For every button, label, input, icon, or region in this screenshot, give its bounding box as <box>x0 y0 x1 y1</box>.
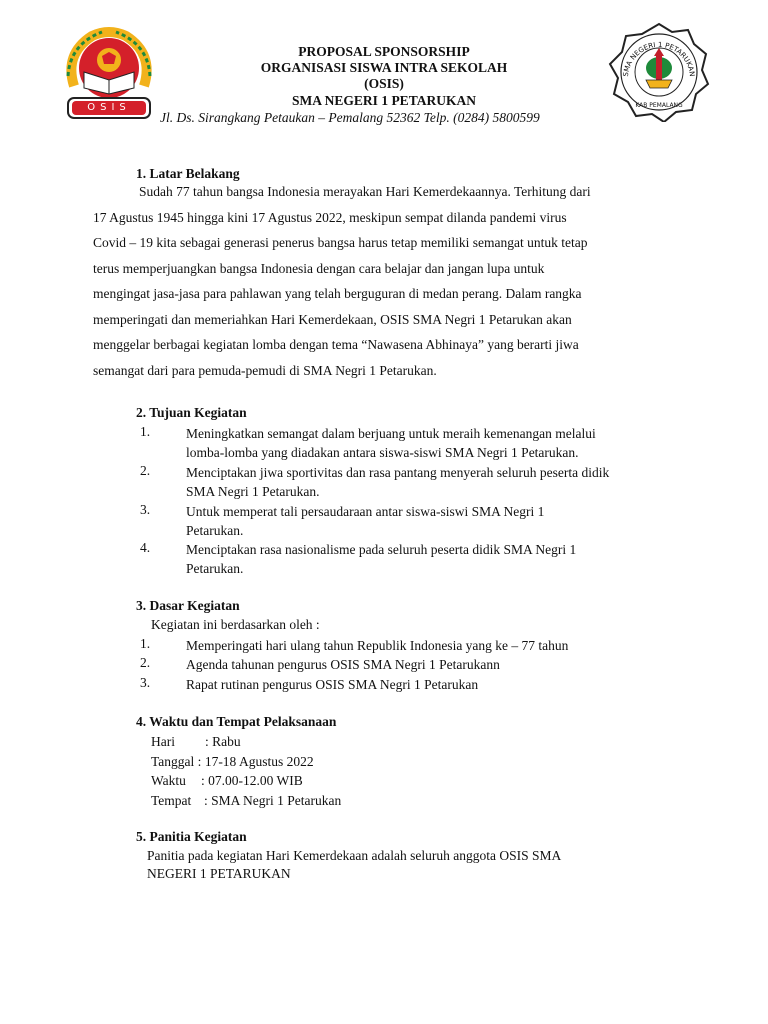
waktu-row-tempat: Tempat : SMA Negri 1 Petarukan <box>151 792 342 808</box>
waktu-row-waktu: Waktu : 07.00-12.00 WIB <box>151 773 303 788</box>
dasar-intro: Kegiatan ini berdasarkan oleh : <box>151 617 320 632</box>
header-address: Jl. Ds. Sirangkang Petaukan – Pemalang 52362 Telp. (0284) 5800599 <box>160 110 540 125</box>
header-org: ORGANISASI SISWA INTRA SEKOLAH <box>260 60 508 75</box>
paragraph-line: Sudah 77 tahun bangsa Indonesia merayakan Hari Kemerdekaannya. Terhitung dari <box>139 184 591 199</box>
waktu-row-hari: Hari : Rabu <box>151 734 241 749</box>
paragraph-line: terus memperjuangkan bangsa Indonesia dengan cara belajar dan jangan lupa untuk <box>93 260 545 276</box>
paragraph-line: Covid – 19 kita sebagai generasi penerus bangsa harus tetap memiliki semangat untuk tetap <box>93 235 588 250</box>
school-logo <box>608 22 710 122</box>
section-latar-paragraph <box>93 179 673 383</box>
section-latar-heading: 1. Latar Belakang <box>136 166 240 181</box>
paragraph-line: memperingati dan memeriahkan Hari Kemerdekaan, OSIS SMA Negri 1 Petarukan akan <box>93 311 572 327</box>
osis-logo-text: OSIS <box>87 102 131 113</box>
osis-logo <box>62 24 156 126</box>
section-tujuan-heading: 2. Tujuan Kegiatan <box>136 405 247 420</box>
header-abbr: (OSIS) <box>364 76 404 91</box>
header-divider <box>64 130 712 131</box>
section-dasar-heading: 3. Dasar Kegiatan <box>136 598 240 613</box>
waktu-table <box>151 732 551 812</box>
header-school: SMA NEGERI 1 PETARUKAN <box>292 93 476 108</box>
header-title: PROPOSAL SPONSORSHIP <box>298 44 470 59</box>
paragraph-line: 17 Agustus 1945 hingga kini 17 Agustus 2022, meskipun sempat dilanda pandemi virus <box>93 209 567 225</box>
svg-text:SMA NEGERI 1 PETARUKAN: SMA NEGERI 1 PETARUKAN <box>621 40 697 77</box>
panitia-line: Panitia pada kegiatan Hari Kemerdekaan adalah seluruh anggota OSIS SMA <box>147 848 562 863</box>
dasar-list: 1. Memperingati hari ulang tahun Republik Indonesia yang ke – 77 tahun 2. Agenda tahunan pengurus OSIS SMA Negri 1 Petarukann 3. Rapat rutinan pengurus OSIS SMA Negri 1 Petarukan <box>140 636 569 692</box>
waktu-row-tanggal: Tanggal : 17-18 Agustus 2022 <box>151 753 314 769</box>
school-logo-text-bottom: KAB PEMALANG <box>635 102 683 109</box>
paragraph-line: mengingat jasa-jasa para pahlawan yang telah berguguran di medan perang. Dalam rangka <box>93 286 582 301</box>
paragraph-line: menggelar berbagai kegiatan lomba dengan tema “Nawasena Abhinaya” yang berarti jiwa <box>93 337 579 352</box>
school-logo-arc-text <box>608 22 710 122</box>
panitia-text <box>147 847 561 882</box>
section-waktu-heading: 4. Waktu dan Tempat Pelaksanaan <box>136 714 337 729</box>
tujuan-list: 1. Meningkatkan semangat dalam berjuang untuk meraih kemenangan melalui lomba-lomba yang diadakan antara siswa-siswi SMA Negri 1 Petarukan. 2. Menciptakan jiwa sportivitas dan rasa pantang menyerah seluruh peserta didik SMA Negri 1 Petarukan. 3. Untuk memperat tali persaudaraan antar siswa-siswi SMA Negri 1 Petarukan. 4. Menciptakan rasa nasionalisme pada seluruh peserta didik SMA Negri 1 Petarukan. <box>140 424 610 576</box>
section-panitia-heading: 5. Panitia Kegiatan <box>136 829 247 844</box>
panitia-line: NEGERI 1 PETARUKAN <box>147 865 291 881</box>
paragraph-line: semangat dari para pemuda-pemudi di SMA Negri 1 Petarukan. <box>93 362 437 378</box>
